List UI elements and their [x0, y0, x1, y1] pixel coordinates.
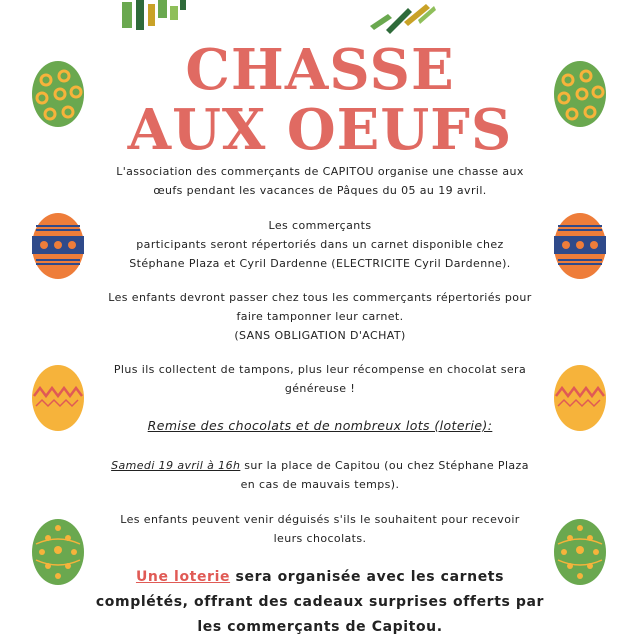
- text-line: les commerçants de Capitou.: [197, 619, 443, 635]
- text-line: en cas de mauvais temps).: [240, 478, 400, 491]
- egg-icon: [30, 360, 86, 432]
- text-line: généreuse !: [284, 382, 356, 395]
- event-place: sur la place de Capitou (ou chez Stéphane Plaza: [240, 459, 529, 472]
- text-line: faire tamponner leur carnet.: [236, 310, 404, 323]
- text-line: Plus ils collectent de tampons, plus leur récompense en chocolat sera: [113, 363, 527, 376]
- lottery-paragraph: [70, 565, 570, 640]
- lottery-highlight: Une loterie: [135, 569, 231, 585]
- event-paragraph: [90, 456, 550, 494]
- rules-paragraph: [90, 288, 550, 345]
- word-cloud-icon: [368, 0, 438, 34]
- lottery-text: sera organisée avec les carnets: [230, 569, 505, 585]
- text-line: Les commerçants: [268, 219, 372, 232]
- egg-icon: [552, 208, 608, 280]
- text-line: Stéphane Plaza et Cyril Dardenne (ELECTRICITE Cyril Dardenne).: [129, 257, 511, 270]
- text-line: œufs pendant les vacances de Pâques du 05 au 19 avril.: [153, 184, 487, 197]
- reward-paragraph: [90, 360, 550, 398]
- text-line: complétés, offrant des cadeaux surprises offerts par: [95, 594, 545, 610]
- intro-paragraph: [90, 162, 550, 200]
- text-line: L'association des commerçants de CAPITOU organise une chasse aux: [116, 165, 524, 178]
- text-line: leurs chocolats.: [273, 532, 367, 545]
- egg-icon: [552, 360, 608, 432]
- word-cloud-icon: [118, 0, 190, 34]
- text-line: (SANS OBLIGATION D'ACHAT): [234, 329, 406, 342]
- event-date: Samedi 19 avril à 16h: [111, 459, 241, 472]
- participants-paragraph: [90, 216, 550, 273]
- text-line: [90, 456, 550, 475]
- text-line: Les enfants devront passer chez tous les commerçants répertoriés pour: [108, 291, 532, 304]
- egg-icon: [30, 208, 86, 280]
- prize-heading: Remise des chocolats et de nombreux lots (loterie):: [147, 418, 493, 433]
- page-title-line-2: AUX OEUFS: [127, 97, 513, 163]
- text-line: [70, 565, 570, 590]
- text-line: Les enfants peuvent venir déguisés s'ils le souhaitent pour recevoir: [120, 513, 520, 526]
- page-title-line-1: CHASSE: [185, 37, 455, 103]
- text-line: participants seront répertoriés dans un carnet disponible chez: [136, 238, 504, 251]
- costume-paragraph: [90, 510, 550, 548]
